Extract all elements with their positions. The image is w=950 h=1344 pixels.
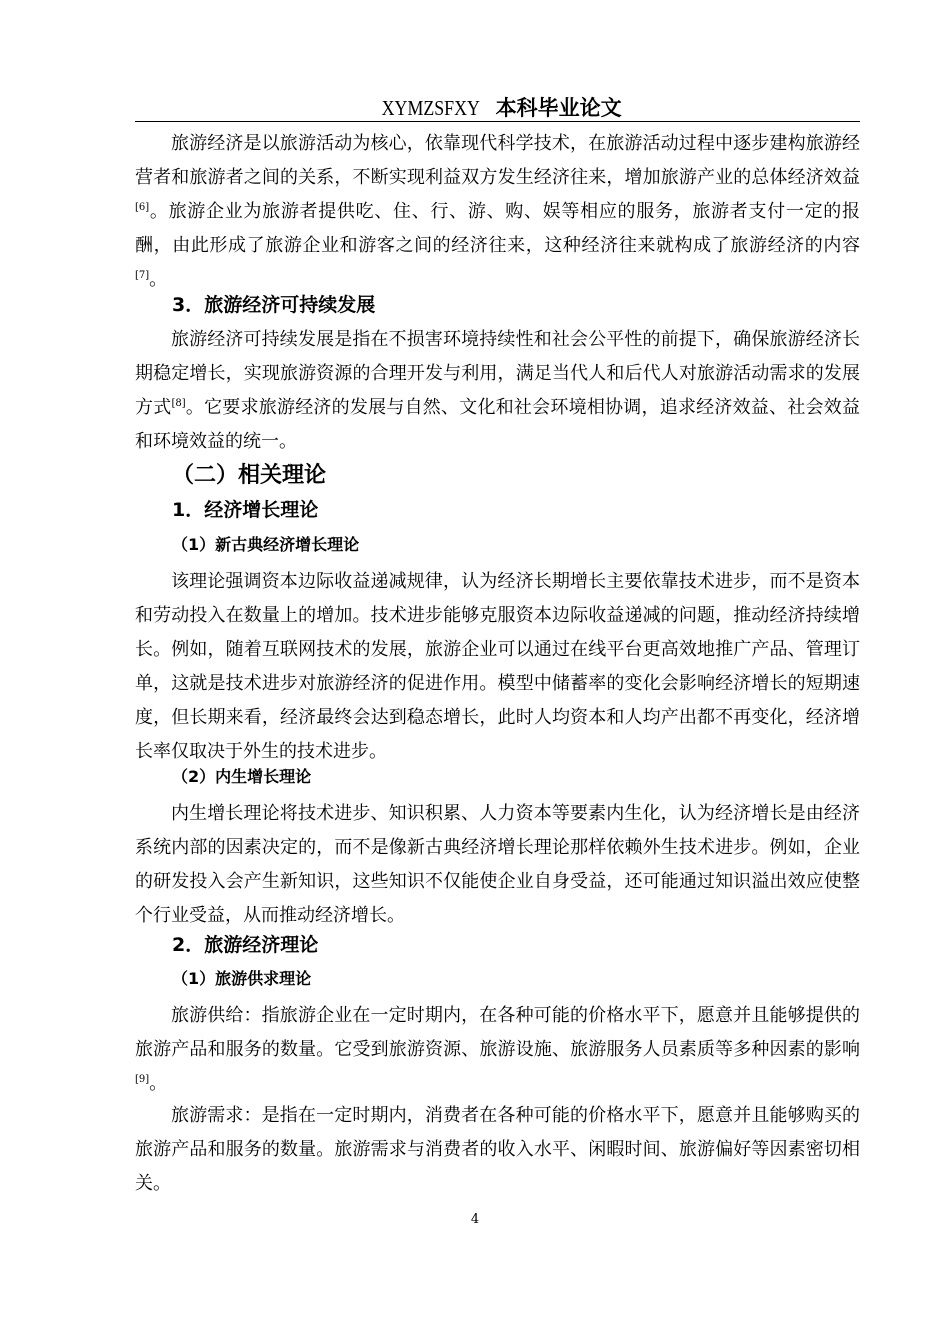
heading-growth-theory: 1．经济增长理论 xyxy=(172,499,319,521)
paragraph-sustainable xyxy=(135,323,860,459)
citation: [8] xyxy=(171,398,186,409)
paragraph-demand: 旅游需求：是指在一定时期内，消费者在各种可能的价格水平下，愿意并且能够购买的旅游产品和服务的数量。旅游需求与消费者的收入水平、闲暇时间、旅游偏好等因素密切相关。 xyxy=(135,1105,860,1194)
text: 旅游经济是以旅游活动为核心，依靠现代科学技术，在旅游活动过程中逐步建构旅游经营者和旅游者之间的关系，不断实现利益双方发生经济往来，增加旅游产业的总体经济效益 xyxy=(135,133,860,188)
text: 旅游供给：指旅游企业在一定时期内，在各种可能的价格水平下，愿意并且能够提供的旅游产品和服务的数量。它受到旅游资源、旅游设施、旅游服务人员素质等多种因素的影响 xyxy=(135,1005,860,1060)
heading-endogenous: （2）内生增长理论 xyxy=(172,767,312,786)
heading-tourism-theory: 2．旅游经济理论 xyxy=(172,934,319,956)
paragraph-endogenous: 内生增长理论将技术进步、知识积累、人力资本等要素内生化，认为经济增长是由经济系统内部的因素决定的，而不是像新古典经济增长理论那样依赖外生技术进步。例如，企业的研发投入会产生新知识，这些知识不仅能使企业自身受益，还可能通过知识溢出效应使整个行业受益，从而推动经济增长。 xyxy=(135,803,860,926)
header-latin: XYMZSFXY xyxy=(382,96,481,120)
text: 。 xyxy=(149,269,168,290)
text: 旅游经济可持续发展是指在不损害环境持续性和社会公平性的前提下，确保旅游经济长期稳定增长，实现旅游资源的合理开发与利用，满足当代人和后代人对旅游活动需求的发展方式 xyxy=(135,329,860,418)
heading-supply-demand: （1）旅游供求理论 xyxy=(172,969,312,988)
citation: [7] xyxy=(135,270,150,281)
heading-sustainable: 3．旅游经济可持续发展 xyxy=(172,294,376,316)
header-rule xyxy=(135,121,860,122)
page-number: 4 xyxy=(470,1212,480,1227)
heading-neoclassical: （1）新古典经济增长理论 xyxy=(172,535,360,554)
citation: [6] xyxy=(135,202,150,213)
text: 。它要求旅游经济的发展与自然、文化和社会环境相协调，追求经济效益、社会效益和环境效益的统一。 xyxy=(135,397,860,452)
text: 。旅游企业为旅游者提供吃、住、行、游、购、娱等相应的服务，旅游者支付一定的报酬，由此形成了旅游企业和游客之间的经济往来，这种经济往来就构成了旅游经济的内容 xyxy=(135,201,860,256)
text: 。 xyxy=(149,1073,168,1094)
citation: [9] xyxy=(135,1074,150,1085)
paragraph-supply xyxy=(135,999,860,1101)
paragraph-neoclassical: 该理论强调资本边际收益递减规律，认为经济长期增长主要依靠技术进步，而不是资本和劳动投入在数量上的增加。技术进步能够克服资本边际收益递减的问题，推动经济持续增长。例如，随着互联网技术的发展，旅游企业可以通过在线平台更高效地推广产品、管理订单，这就是技术进步对旅游经济的促进作用。模型中储蓄率的变化会影响经济增长的短期速度，但长期来看，经济最终会达到稳态增长，此时人均资本和人均产出都不再变化，经济增长率仅取决于外生的技术进步。 xyxy=(135,571,860,762)
paragraph-tourism-economy xyxy=(135,127,860,297)
header-title: 本科毕业论文 xyxy=(495,96,622,120)
page-header xyxy=(135,92,860,122)
heading-related-theory: （二）相关理论 xyxy=(172,463,327,488)
